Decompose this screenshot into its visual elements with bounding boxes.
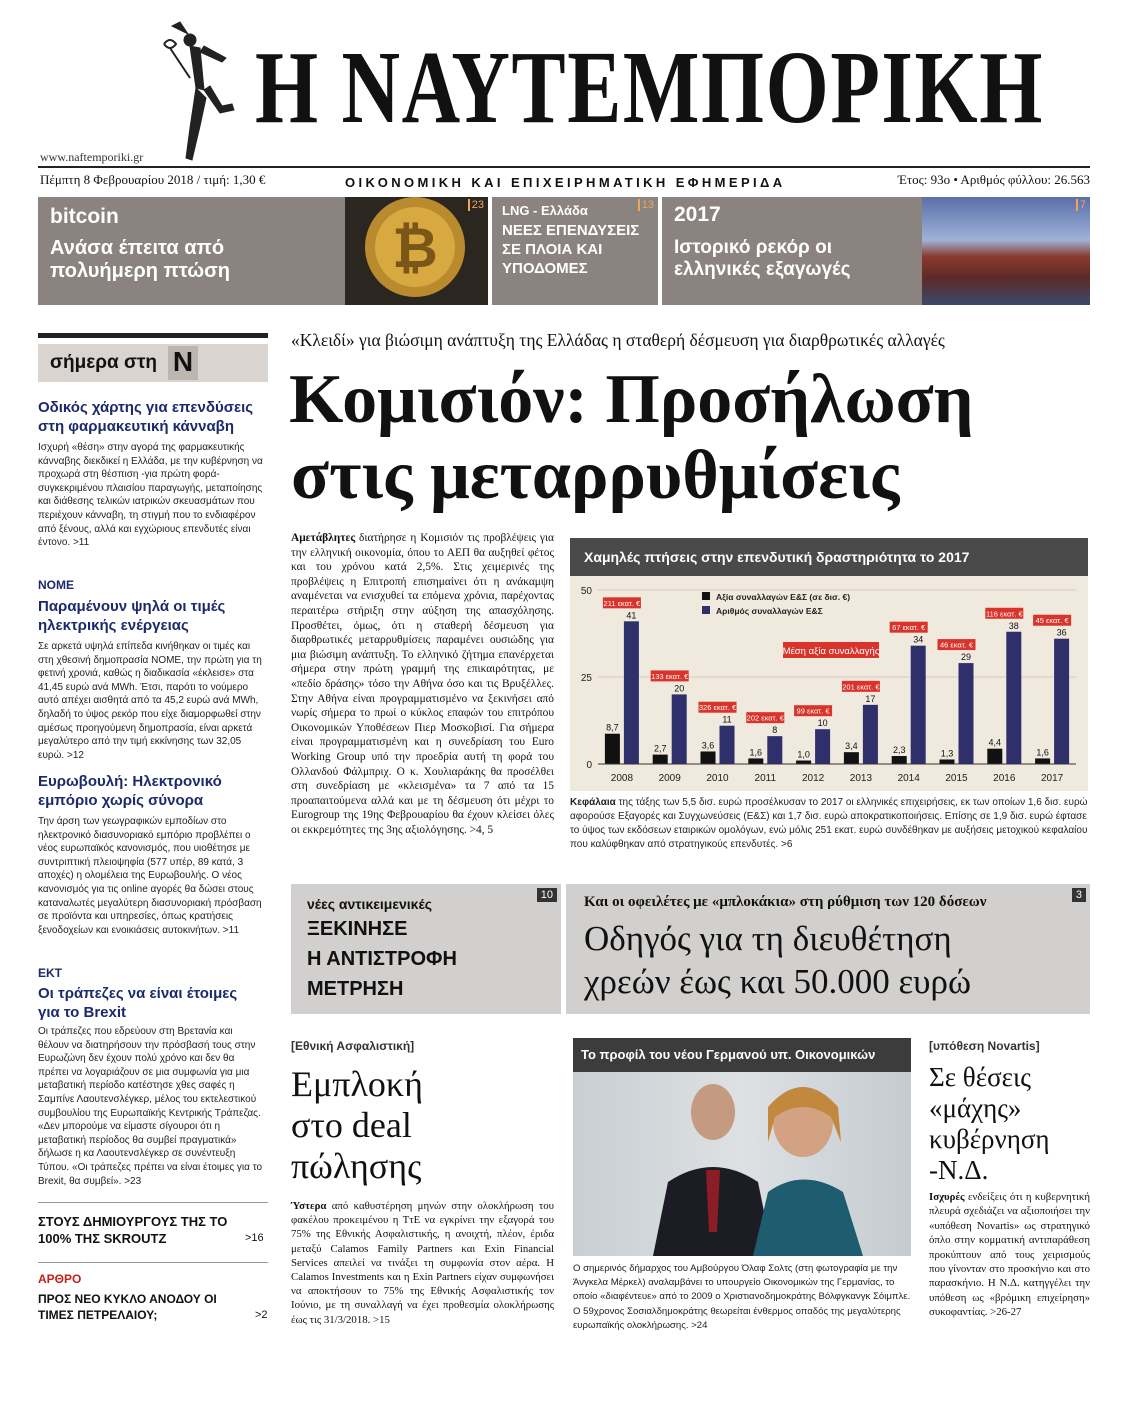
masthead-rule	[38, 166, 1090, 168]
skroutz-teaser[interactable]: ΣΤΟΥΣ ΔΗΜΙΟΥΡΓΟΥΣ ΤΗΣ ΤΟ 100% ΤΗΣ SKROUTZ	[38, 1214, 228, 1246]
issue-number: Έτος: 93ο • Αριθμός φύλλου: 26.563	[897, 172, 1090, 187]
containers-photo	[922, 197, 1090, 305]
legend-swatch	[702, 592, 710, 600]
y-tick-label: 50	[580, 586, 592, 597]
x-tick-label: 2015	[945, 773, 968, 784]
bar-count-label: 17	[865, 693, 876, 704]
bar-value-label: 4,4	[988, 737, 1002, 748]
article-kicker: ΕΚΤ	[38, 966, 62, 980]
teaser-bitcoin[interactable]	[38, 197, 488, 305]
bar-deal-count	[911, 646, 926, 764]
insurance-kicker: [Εθνική Ασφαλιστική]	[291, 1039, 415, 1053]
hermes-logo	[160, 18, 240, 163]
x-tick-label: 2013	[849, 773, 873, 784]
box-line: ΞΕΚΙΝΗΣΕ	[307, 918, 408, 940]
today-letter: Ν	[168, 346, 198, 380]
article-headline[interactable]: Παραμένουν ψηλά οι τιμές ηλεκτρικής ενέργειας	[38, 598, 226, 634]
chart-caption	[570, 796, 1088, 852]
bar-deal-count	[767, 736, 782, 764]
bar-count-label: 20	[674, 683, 685, 694]
lead-headline-line2[interactable]: στις μεταρρυθμίσεις	[291, 437, 900, 514]
bar-value-label: 2,7	[653, 743, 667, 754]
teaser-text: Ιστορικό ρεκόρ οι ελληνικές εξαγωγές	[674, 237, 851, 280]
masthead-title: Η ΝΑΥΤΕΜΠΟΡΙΚΗ	[255, 30, 1044, 145]
debt-guide-box[interactable]	[566, 884, 1090, 1014]
bar-count-label: 29	[960, 652, 972, 663]
chart-caption-text: της τάξης των 5,5 δισ. ευρώ προσέλκυσαν το 2017 οι ελληνικές επιχειρήσεις, εκ των οποίων 1,6 δισ. ευρώ αφορούσε Εξαγορές και Συγχωνεύσεις (Ε&Σ) και 1,7 δισ. ευρώ αποκρατικοποιήσεις. Επίσης σε 1,9 δισ. ευρώ έφτασε το ύψος των εκδόσεων εταιρικών ομολόγων, ενώ μόλις 251 εκατ. ευρώ συνδέθηκαν με αυξήσεις μετοχικού κεφαλαίου που καλύφθηκαν από στρατηγικούς επενδυτές. >6	[570, 797, 1088, 850]
average-value-label: 201 εκατ. €	[842, 682, 880, 692]
bar-count-label: 8	[772, 725, 778, 736]
chart-title: Χαμηλές πτήσεις στην επενδυτική δραστηριότητα το 2017	[570, 538, 1088, 576]
y-tick-label: 25	[580, 673, 592, 684]
novartis-kicker: [υπόθεση Novartis]	[929, 1039, 1040, 1053]
x-tick-label: 2016	[993, 773, 1016, 784]
today-label: σήμερα στη	[50, 352, 158, 373]
lead-body	[291, 531, 554, 837]
bar-deal-count	[815, 729, 830, 764]
bar-value-label: 1,6	[749, 747, 763, 758]
photo-story-bar: Το προφίλ του νέου Γερμανού υπ. Οικονομικών	[573, 1038, 911, 1072]
bar-count-label: 10	[817, 718, 828, 729]
bar-value-label: 1,6	[1036, 747, 1049, 758]
box-page: 3	[1072, 888, 1086, 902]
bar-value-label: 3,6	[701, 740, 715, 751]
bar-deal-count	[1054, 639, 1069, 764]
bar-count-label: 38	[1008, 620, 1019, 631]
x-tick-label: 2010	[706, 773, 729, 784]
novartis-body-text: ενδείξεις ότι η κυβερνητική πλευρά σχεδιάζει να αξιοποιήσει την «υπόθεση Novartis» ως στρατηγικό όπλο στην κομματική αντιπαράθεση προκύπτουν από τους χειρισμούς που γίνονταν στο προσκήνιο και στο παρασκήνιο. Η Ν.Δ. κατηγγέλει την υπόθεση ως «βρόμικη επιχείρηση» συκοφαντίας. >26-27	[929, 1191, 1090, 1319]
insurance-body-text: από καθυστέρηση μηνών στην ολοκλήρωση του φακέλου προκειμένου η ΤτΕ να εγκρίνει την εξαγορά του 75% της Εθνικής Ασφαλιστικής, η ανοιχτή, πλέον, έριδα μεταξύ Calamos Family Partners και Exin Financial Services απειλεί να τινάξει τη συμφωνία στον αέρα. Η Calamos Investments και η Exin Partners είχαν συμφωνήσει να αποκτήσουν το 75% της Εθνικής Ασφαλιστικής τον Ιούνιο, με τη συναλλαγή να έχει προθεσμία ολοκλήρωσης έως τις 31/3/2018. >15	[291, 1200, 554, 1326]
insurance-body-lead: Ύστερα	[291, 1200, 327, 1212]
x-tick-label: 2011	[754, 773, 777, 784]
article-body: Την άρση των γεωγραφικών εμποδίων στο ηλεκτρονικό διασυνοριακό εμπόριο προβλέπει ο νέος ευρωπαϊκός κανονισμός, που υιοθέτησε με συντριπτική πλειοψηφία (577 υπέρ, 89 κατά, 3 αποχές) η ολομέλεια της Ευρωβουλής. Ο νέος κανονισμός για τις online αγορές θα δώσει στους καταναλωτές μεγαλύτερη διασυνοριακή πρόσβαση σε προϊόντα και υπηρεσίες, όπως κρατήσεις ξενοδοχείων και ενοικιάσεις αυτοκινήτων. >11	[38, 816, 262, 936]
opinion-teaser[interactable]: ΠΡΟΣ ΝΕΟ ΚΥΚΛΟ ΑΝΟΔΟΥ ΟΙ ΤΙΜΕΣ ΠΕΤΡΕΛΑΙΟΥ;	[38, 1292, 217, 1322]
average-value-label: 211 εκατ. €	[603, 598, 641, 608]
lead-headline-line1[interactable]: Κομισιόν: Προσήλωση	[289, 361, 974, 438]
property-values-box[interactable]	[291, 884, 561, 1014]
article-headline[interactable]: Ευρωβουλή: Ηλεκτρονικό εμπόριο χωρίς σύνορα	[38, 773, 222, 809]
teaser-lng[interactable]	[492, 197, 658, 305]
x-tick-label: 2012	[801, 773, 825, 784]
bar-value-label: 1,3	[940, 748, 954, 759]
insurance-headline[interactable]: Εμπλοκή	[291, 1064, 423, 1104]
average-value-label: 326 εκατ. €	[698, 703, 737, 713]
box-line: Η ΑΝΤΙΣΤΡΟΦΗ	[307, 948, 457, 970]
x-tick-label: 2008	[610, 773, 634, 784]
insurance-body	[291, 1199, 554, 1327]
novartis-body-lead: Ισχυρές	[929, 1191, 965, 1203]
teaser-page: 13	[638, 199, 654, 211]
y-tick-label: 0	[586, 760, 592, 771]
article-headline[interactable]: Οδικός χάρτης για επενδύσεις στη φαρμακευτική κάνναβη	[38, 399, 254, 435]
bar-deal-value	[1035, 758, 1050, 764]
bar-count-label: 36	[1056, 627, 1067, 638]
teaser-text: Ανάσα έπειτα από πολυήμερη πτώση	[50, 237, 230, 282]
novartis-headline[interactable]: Σε θέσεις «μάχης» κυβέρνηση -Ν.Δ.	[929, 1062, 1050, 1185]
bar-deal-value	[653, 755, 668, 764]
bar-deal-value	[987, 749, 1002, 764]
average-legend-label: Μέση αξία συναλλαγής	[782, 646, 880, 657]
bitcoin-photo	[345, 197, 488, 305]
opinion-page: >2	[255, 1309, 268, 1321]
teaser-tag: LNG - Ελλάδα	[502, 203, 588, 218]
legend-label: Αξία συναλλαγών Ε&Σ (σε δισ. €)	[716, 592, 851, 602]
lead-kicker: «Κλειδί» για βιώσιμη ανάπτυξη της Ελλάδας η σταθερή δέσμευση για διαρθρωτικές αλλαγές	[291, 330, 945, 350]
bar-count-label: 41	[626, 610, 637, 621]
left-column-rule	[38, 333, 268, 338]
website-url[interactable]: www.naftemporiki.gr	[40, 150, 144, 164]
average-value-label: 46 εκατ. €	[939, 640, 974, 650]
box-headline: χρεών έως και 50.000 ευρώ	[584, 962, 972, 1001]
bar-deal-count	[959, 663, 974, 764]
investment-chart	[570, 576, 1088, 791]
box-kicker: Και οι οφειλέτες με «μπλοκάκια» στη ρύθμιση των 120 δόσεων	[584, 894, 987, 910]
bar-deal-count	[624, 621, 639, 764]
skroutz-page: >16	[245, 1232, 264, 1244]
masthead-tagline: ΟΙΚΟΝΟΜΙΚΗ ΚΑΙ ΕΠΙΧΕΙΡΗΜΑΤΙΚΗ ΕΦΗΜΕΡΙΔΑ	[345, 175, 786, 190]
bar-deal-count	[863, 705, 878, 764]
x-tick-label: 2014	[897, 773, 920, 784]
bar-deal-value	[605, 734, 620, 764]
average-value-label: 99 εκατ. €	[796, 706, 830, 716]
bar-deal-count	[1006, 632, 1021, 764]
box-headline: Οδηγός για τη διευθέτηση	[584, 919, 952, 958]
teaser-tag: 2017	[674, 203, 721, 226]
today-box	[38, 344, 268, 382]
legend-label: Αριθμός συναλλαγών Ε&Σ	[716, 606, 823, 616]
bar-value-label: 1,0	[797, 749, 810, 760]
article-kicker: ΝΟΜΕ	[38, 578, 74, 592]
box-page: 10	[537, 888, 557, 902]
teaser-text: ΝΕΕΣ ΕΠΕΝΔΥΣΕΙΣ ΣΕ ΠΛΟΙΑ ΚΑΙ ΥΠΟΔΟΜΕΣ	[502, 222, 640, 277]
bar-deal-value	[796, 761, 811, 764]
people-photo-illustration	[573, 1072, 911, 1256]
teaser-exports[interactable]	[662, 197, 1090, 305]
divider	[38, 1262, 268, 1263]
teaser-page: 7	[1076, 199, 1086, 211]
average-value-label: 67 εκατ. €	[892, 623, 926, 633]
bar-value-label: 3,4	[845, 741, 858, 752]
average-value-label: 133 εκατ. €	[651, 671, 689, 681]
insurance-headline[interactable]: πώλησης	[291, 1146, 422, 1186]
box-line: ΜΕΤΡΗΣΗ	[307, 978, 404, 1000]
article-body: Οι τράπεζες που εδρεύουν στη Βρετανία και θέλουν να διατηρήσουν την πρόσβασή τους στην Ευρωζώνη δεν έχουν πολύ χρόνο και δεν θα πρέπει να λογαριάζουν σε μια συμφωνία για μια μεταβατική περίοδο κατέστησε χθες σαφές η Σαμπίνε Λαουτενσλέγκερ, μέλος του εκτελεστικού συμβουλίου της Ευρωπαϊκής Κεντρικής Τράπεζας. «Δεν μπορούμε να είμαστε σίγουροι ότι η μεταβατική περίοδος θα συμβεί πραγματικά» δήλωσε η κα Λαουτενσλέγκερ σε συνέντευξη Τύπου. «Οι τράπεζες πρέπει να είναι έτοιμες για το Brexit, θα συμβεί». >23	[38, 1026, 263, 1187]
legend-swatch	[702, 606, 710, 614]
issue-date-price: Πέμπτη 8 Φεβρουαρίου 2018 / τιμή: 1,30 €	[40, 172, 266, 187]
lead-body-lead: Αμετάβλητες	[291, 532, 356, 544]
chart-caption-lead: Κεφάλαια	[570, 797, 616, 808]
novartis-body	[929, 1190, 1090, 1320]
bar-deal-count	[720, 726, 735, 764]
scholz-merkel-photo	[573, 1072, 911, 1256]
bar-deal-value	[892, 756, 907, 764]
photo-caption: Ο σημερινός δήμαρχος του Αμβούργου Όλαφ Σολτς (στη φωτογραφία με την Άνγκελα Μέρκελ) αναλαμβάνει το υπουργείο Οικονομικών της Γερμανίας, το οποίο «διαφέντευε» από το 2009 ο Χριστιανοδημοκράτης Βόλφγκανγκ Σόιμπλε. Ο 59χρονος Σοσιαλδημοκράτης θεωρείται ένθερμος οπαδός της μεγαλύτερης ευρωπαϊκής ολοκλήρωσης. >24	[573, 1263, 911, 1331]
article-headline[interactable]: Οι τράπεζες να είναι έτοιμες για το Brexit	[38, 985, 238, 1021]
bar-deal-value	[701, 751, 716, 764]
bar-count-label: 34	[913, 634, 924, 645]
average-value-label: 45 εκατ. €	[1035, 616, 1069, 626]
x-tick-label: 2017	[1040, 773, 1064, 784]
bar-deal-count	[672, 694, 687, 764]
divider	[38, 1202, 268, 1203]
teaser-page: 23	[468, 199, 484, 211]
bar-deal-value	[940, 759, 955, 764]
x-tick-label: 2009	[658, 773, 681, 784]
bar-value-label: 8,7	[606, 722, 619, 733]
article-body: Σε αρκετά υψηλά επίπεδα κινήθηκαν οι τιμές και στη χθεσινή δημοπρασία ΝΟΜΕ, την πρώτη για τη φετινή χρονιά, καθώς η διαδικασία «έκλεισε» στα 41,45 ευρώ ανά MWh. Έτσι, παρότι το νούμερο αυτό απέχει αισθητά από τα 45,2 ευρώ ανά MWh, δηλαδή το ύψος ρεκόρ που είχε διαμορφωθεί στην αμέσως προηγούμενη δημοπρασία, είναι αρκετά μεγαλύτερο από την τιμή εκκίνησης των 32,05 ευρώ. >12	[38, 641, 262, 761]
box-kicker: νέες αντικειμενικές	[307, 896, 433, 912]
average-value-label: 116 εκατ. €	[985, 609, 1023, 619]
bar-deal-value	[748, 758, 763, 764]
bar-deal-value	[844, 752, 859, 764]
average-value-label: 202 εκατ. €	[746, 713, 784, 723]
teaser-tag: bitcoin	[50, 205, 119, 228]
lead-body-text: διατήρησε η Κομισιόν τις προβλέψεις για την ελληνική οικονομία, όπου το ΑΕΠ θα αυξηθεί φέτος και του χρόνου κατά 2,5%. Στις χειμερινές της προβλέψεις η Επιτροπή επισημαίνει ότι η ανάκαμψη αναμένεται να ενισχυθεί τα επόμενα χρόνια, παρέχοντας περαιτέρω στήριξη στην αύξηση της απασχόλησης. Προσθέτει, όμως, ότι η σταθερή δέσμευση για διαρθρωτικές μεταρρυθμίσεις παραμένει ουσιώδης για μια βιώσιμη ανάπτυξη. Το ελληνικό ζήτημα επανέρχεται σήμερα στην πρώτη γραμμή της επικαιρότητας, με «πεδίο δράσης» τόσο την Αθήνα όσο και τις Βρυξέλλες. Στην Αθήνα είναι προγραμματισμένο να ξεκινήσει από νωρίς σήμερα το πρωί ο κύκλος επαφών του επιτρόπου Οικονομικών Υποθέσεων Πιερ Μοσκοβισί. Για σήμερα είναι προγραμματισμένη και η συνεδρίαση του Euro Working Group υπό την προεδρία αυτή τη φορά του Ολλανδού Φάλμπριχ. Ο κ. Χουλιαράκης θα προσέλθει στη συνεδρίαση με «κλεισμένα» τα 7 από τα 15 προαπαιτούμενα αλλά και με τη δέσμευση ότι μέχρι το Eurogroup της 19ης Φεβρουαρίου θα έχουν κλείσει όλες οι εκκρεμότητες της 3ης αξιολόγησης. >4, 5	[291, 532, 554, 836]
bitcoin-coin-icon	[345, 197, 488, 305]
article-body: Ισχυρή «θέση» στην αγορά της φαρμακευτικής κάνναβης διεκδικεί η Ελλάδα, με την κυβέρνηση να προχωρά στη θέσπιση -για πρώτη φορά- συγκεκριμένου πλαισίου παραγωγής, μεταποίησης και διάθεσης τελικών ιατρικών σκευασμάτων που περιέχουν κάνναβη, τη στιγμή που το ενδιαφέρον από ξένους, αλλά και εγχώριους επενδυτές είναι έντονο. >11	[38, 442, 263, 549]
bar-count-label: 11	[722, 714, 732, 725]
bar-value-label: 2,3	[892, 744, 906, 755]
insurance-headline[interactable]: στο deal	[291, 1105, 412, 1145]
svg-text:₿: ₿	[392, 216, 438, 279]
article-kicker: ΑΡΘΡΟ	[38, 1272, 82, 1286]
